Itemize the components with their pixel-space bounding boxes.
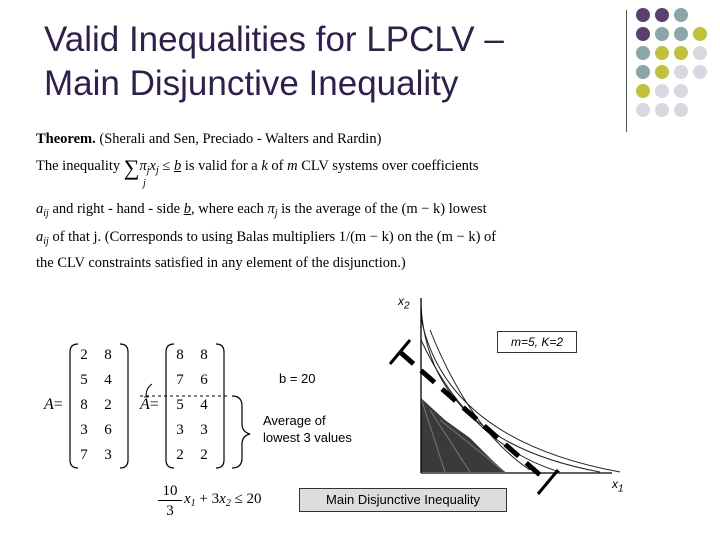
b-symbol: b <box>183 201 191 217</box>
fraction-denominator: 3 <box>166 503 174 519</box>
matrix-a-bar-cell: 2 <box>200 447 208 463</box>
sum-subscript: j <box>143 178 146 189</box>
x-symbol: x <box>149 158 156 174</box>
matrix-a-cell: 6 <box>104 422 112 438</box>
parameter-box: m=5, K=2 <box>497 331 577 353</box>
matrix-a-cell: 2 <box>80 347 88 363</box>
le-symbol: ≤ <box>162 158 171 174</box>
matrix-a-bar-cell: 4 <box>200 397 208 413</box>
matrix-a-cell: 8 <box>104 347 112 363</box>
matrix-a-cell: 3 <box>104 447 112 463</box>
matrix-a-cell: 5 <box>80 372 88 388</box>
m-symbol: m <box>287 158 298 174</box>
text: and right - hand - side <box>52 201 181 217</box>
subscript: j <box>274 208 278 219</box>
theorem-citation: (Sherali and Sen, Preciado - Walters and Rardin) <box>99 131 382 147</box>
text: (m − k) of <box>436 229 497 245</box>
pi-symbol: π <box>267 201 275 217</box>
text: of <box>271 158 284 174</box>
matrix-a-bar-cell: 3 <box>200 422 208 438</box>
x2-axis-label: $x_2$ <box>398 294 410 312</box>
title-line-2: Main Disjunctive Inequality <box>44 64 459 103</box>
text: on the <box>397 229 434 245</box>
text: CLV systems over coefficients <box>301 158 479 174</box>
inequality-rest: $x_1 + 3x_2 \le 20$ <box>184 491 262 509</box>
subscript: ij <box>43 236 49 247</box>
subscript: j <box>155 165 159 176</box>
theorem-line-5: the CLV constraints satisfied in any element of the disjunction.) <box>36 255 406 271</box>
matrix-a-cell: 3 <box>80 422 88 438</box>
text: is the average of the (m − k) lowest <box>281 201 487 217</box>
k-symbol: k <box>261 158 268 174</box>
matrix-a-bar-cell: 8 <box>176 347 184 363</box>
a-symbol: a <box>36 201 44 217</box>
matrix-a-cell: 2 <box>104 397 112 413</box>
pi-symbol: π <box>139 158 147 174</box>
matrix-a-cell: 7 <box>80 447 88 463</box>
main-disjunctive-inequality-box: Main Disjunctive Inequality <box>299 488 507 512</box>
x1-axis-label: $x_1$ <box>612 477 624 495</box>
matrix-a-label: A= <box>44 396 63 413</box>
a-symbol: a <box>36 229 44 245</box>
text: , where each <box>190 201 264 217</box>
average-label-line-1: Average of <box>263 413 326 428</box>
average-label-line-2: lowest 3 values <box>263 430 352 445</box>
matrix-a-bar-cell: 3 <box>176 422 184 438</box>
matrix-a-bar-cell: 2 <box>176 447 184 463</box>
text: The inequality <box>36 158 121 174</box>
b-symbol: b <box>173 158 182 174</box>
text: is valid for a <box>184 158 258 174</box>
fraction: 1/(m − k) <box>338 229 394 245</box>
subscript: j <box>146 165 150 176</box>
matrix-a-bar-cell: 8 <box>200 347 208 363</box>
matrix-a-bar-cell: 6 <box>200 372 208 388</box>
matrix-a-bar-label: Ā= <box>140 396 159 413</box>
b-equals-label: b = 20 <box>279 371 316 386</box>
matrix-a-bar-cell: 5 <box>176 397 184 413</box>
text: of that j. (Corresponds to using Balas multipliers <box>52 229 336 245</box>
sum-symbol: ∑ <box>123 155 140 180</box>
title-line-1: Valid Inequalities for LPCLV – <box>44 20 504 59</box>
fraction-numerator: 10 <box>158 482 182 501</box>
matrix-a-bar-cell: 7 <box>176 372 184 388</box>
matrix-a-cell: 8 <box>80 397 88 413</box>
theorem-label: Theorem. <box>36 131 96 147</box>
matrix-a-cell: 4 <box>104 372 112 388</box>
subscript: ij <box>43 208 49 219</box>
